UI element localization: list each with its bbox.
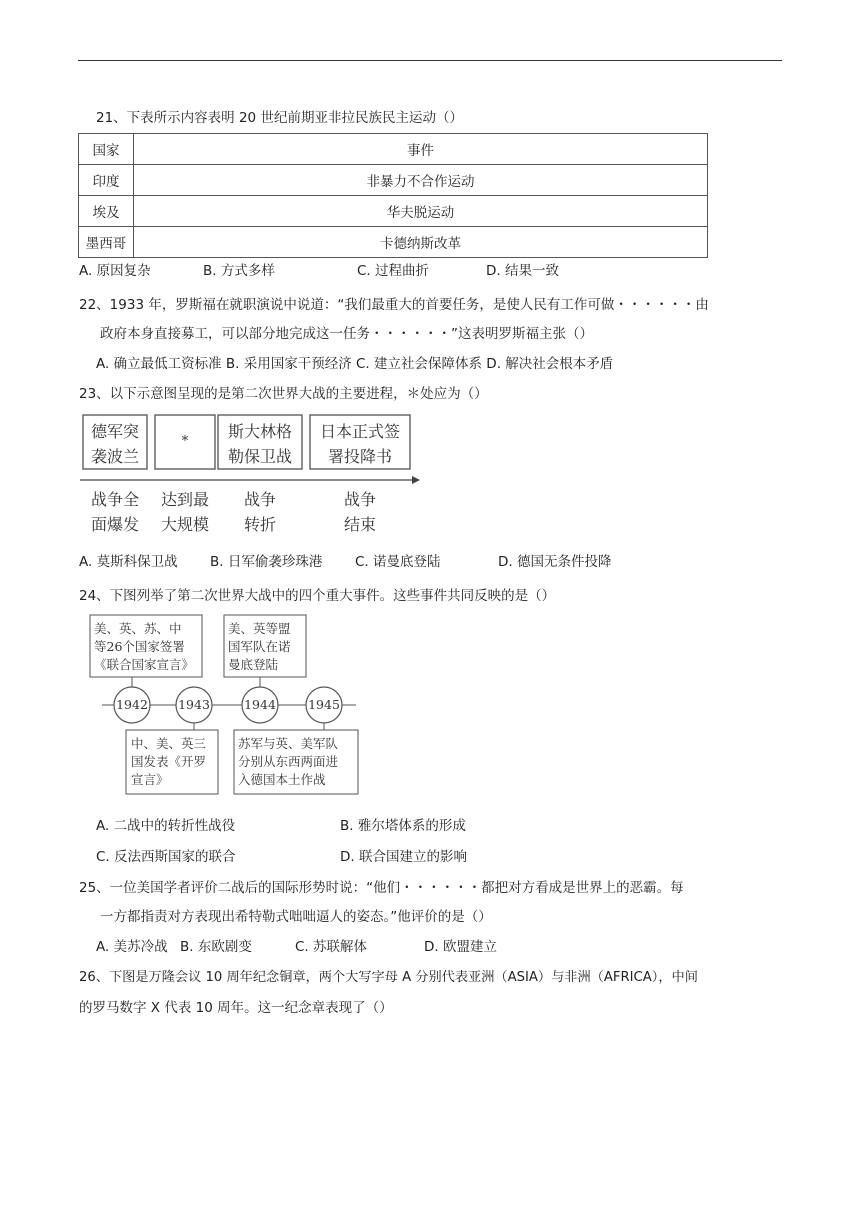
top-box2-line3: 曼底登陆 bbox=[228, 657, 279, 672]
table-cell: 卡德纳斯改革 bbox=[134, 227, 708, 258]
q25-stem-line1: 25、一位美国学者评价二战后的国际形势时说：“他们・・・・・・都把对方看成是世界上的恶霸。每 bbox=[79, 880, 684, 896]
label3-line1: 战争 bbox=[243, 490, 277, 509]
label4-line1: 战争 bbox=[343, 490, 377, 509]
bottom-box2-line3: 入德国本土作战 bbox=[238, 772, 326, 787]
label1-line2: 面爆发 bbox=[90, 515, 140, 534]
option-c[interactable]: C. 反法西斯国家的联合 bbox=[96, 849, 236, 865]
top-box2-line2: 国军队在诺 bbox=[228, 639, 291, 654]
option-d[interactable]: D. 欧盟建立 bbox=[424, 939, 497, 955]
table-row bbox=[79, 196, 708, 227]
year-1943: 1943 bbox=[178, 697, 210, 712]
bottom-box1-line2: 国发表《开罗 bbox=[131, 754, 207, 769]
table-row bbox=[79, 134, 708, 165]
label2-line1: 达到最 bbox=[160, 490, 210, 509]
header-rule bbox=[78, 60, 782, 61]
q21-stem: 21、下表所示内容表明 20 世纪前期亚非拉民族民主运动（） bbox=[96, 110, 463, 126]
q22-options[interactable]: A. 确立最低工资标准 B. 采用国家干预经济 C. 建立社会保障体系 D. 解决社会根本矛盾 bbox=[96, 356, 614, 372]
top-box1-line2: 等26个国家签署 bbox=[94, 639, 185, 654]
timeline-svg bbox=[84, 612, 364, 800]
q21-table bbox=[78, 133, 708, 258]
option-a[interactable]: A. 二战中的转折性战役 bbox=[96, 818, 236, 834]
option-d[interactable]: D. 结果一致 bbox=[486, 263, 559, 279]
q23-timeline-figure bbox=[80, 412, 420, 538]
box1-line1: 德军突 bbox=[90, 422, 140, 441]
label2-line2: 大规模 bbox=[160, 515, 210, 534]
table-cell: 非暴力不合作运动 bbox=[134, 165, 708, 196]
box2-star: * bbox=[181, 434, 189, 449]
label4-line2: 结束 bbox=[343, 515, 377, 534]
timeline-svg bbox=[80, 412, 420, 538]
bottom-box2-line1: 苏军与英、美军队 bbox=[238, 736, 339, 751]
option-c[interactable]: C. 诺曼底登陆 bbox=[355, 554, 441, 570]
table-row bbox=[79, 227, 708, 258]
table-cell: 华夫脱运动 bbox=[134, 196, 708, 227]
table-row bbox=[79, 165, 708, 196]
q25-stem-line2: 一方都指责对方表现出希特勒式咄咄逼人的姿态。”他评价的是（） bbox=[100, 909, 492, 925]
option-a[interactable]: A. 莫斯科保卫战 bbox=[79, 554, 178, 570]
table-cell: 墨西哥 bbox=[79, 227, 134, 258]
q24-stem: 24、下图列举了第二次世界大战中的四个重大事件。这些事件共同反映的是（） bbox=[79, 588, 556, 604]
year-1945: 1945 bbox=[308, 697, 340, 712]
top-box1-line3: 《联合国家宣言》 bbox=[94, 657, 195, 672]
q23-stem: 23、以下示意图呈现的是第二次世界大战的主要进程，＊处应为（） bbox=[79, 386, 488, 402]
table-header-cell: 事件 bbox=[134, 134, 708, 165]
option-b[interactable]: B. 日军偷袭珍珠港 bbox=[210, 554, 323, 570]
box4-line1: 日本正式签 bbox=[319, 422, 401, 441]
label1-line1: 战争全 bbox=[90, 490, 140, 509]
box3-line2: 勒保卫战 bbox=[227, 447, 293, 466]
option-d[interactable]: D. 联合国建立的影响 bbox=[340, 849, 467, 865]
top-box1-line1: 美、英、苏、中 bbox=[94, 621, 182, 636]
year-1944: 1944 bbox=[244, 697, 276, 712]
option-b[interactable]: B. 方式多样 bbox=[203, 263, 275, 279]
table-header-cell: 国家 bbox=[79, 134, 134, 165]
bottom-box1-line1: 中、美、英三 bbox=[131, 736, 207, 751]
q22-stem-line2: 政府本身直接募工，可以部分地完成这一任务・・・・・・”这表明罗斯福主张（） bbox=[100, 326, 593, 342]
table-cell: 埃及 bbox=[79, 196, 134, 227]
q26-stem-line1: 26、下图是万隆会议 10 周年纪念铜章，两个大写字母 A 分别代表亚洲（ASIA）与非洲（AFRICA），中间 bbox=[79, 970, 698, 985]
box3-line1: 斯大林格 bbox=[227, 422, 293, 441]
option-a[interactable]: A. 美苏冷战 bbox=[96, 939, 168, 955]
q26-stem-line2: 的罗马数字 X 代表 10 周年。这一纪念章表现了（） bbox=[79, 1000, 393, 1016]
option-a[interactable]: A. 原因复杂 bbox=[79, 263, 151, 279]
option-c[interactable]: C. 苏联解体 bbox=[295, 939, 368, 955]
top-box2-line1: 美、英等盟 bbox=[228, 621, 291, 636]
bottom-box1-line3: 宣言》 bbox=[131, 772, 169, 787]
q22-stem-line1: 22、1933 年，罗斯福在就职演说中说道：“我们最重大的首要任务，是使人民有工作可做・・・・・・由 bbox=[79, 297, 709, 313]
box4-line2: 署投降书 bbox=[327, 447, 393, 466]
year-1942: 1942 bbox=[116, 697, 148, 712]
bottom-box2-line2: 分别从东西两面进 bbox=[238, 754, 339, 769]
box1-line2: 袭波兰 bbox=[90, 447, 140, 466]
table-cell: 印度 bbox=[79, 165, 134, 196]
q24-timeline-figure bbox=[84, 612, 364, 800]
option-b[interactable]: B. 雅尔塔体系的形成 bbox=[340, 818, 466, 834]
option-b[interactable]: B. 东欧剧变 bbox=[180, 939, 252, 955]
label3-line2: 转折 bbox=[243, 515, 277, 534]
option-c[interactable]: C. 过程曲折 bbox=[357, 263, 430, 279]
option-d[interactable]: D. 德国无条件投降 bbox=[498, 554, 612, 570]
